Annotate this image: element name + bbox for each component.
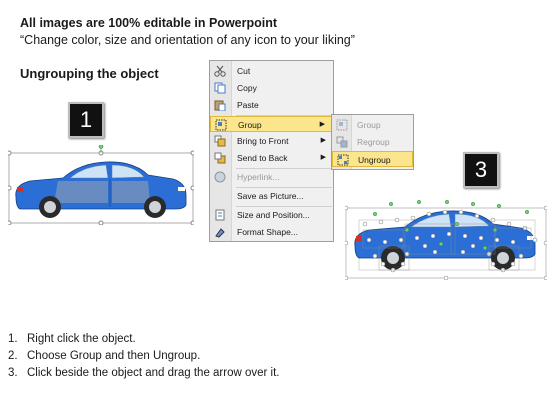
section-title: Ungrouping the object: [20, 66, 159, 81]
menu-item-label: Copy: [237, 83, 257, 93]
menu-item-label: Group: [238, 120, 262, 130]
submenu-item-regroup[interactable]: [332, 134, 413, 150]
instruction-list: [8, 331, 280, 382]
submenu-item-group[interactable]: [332, 117, 413, 133]
format-shape-icon: [214, 226, 226, 238]
regroup-icon: [336, 136, 348, 148]
instruction-item: [8, 365, 280, 382]
menu-item-label: Save as Picture...: [237, 191, 304, 201]
ungrouped-car-object[interactable]: [345, 200, 547, 280]
menu-item-hyperlink[interactable]: [210, 169, 333, 185]
menu-item-label: Regroup: [357, 137, 390, 147]
submenu-arrow-icon: ▶: [319, 121, 325, 128]
menu-item-save-as-picture[interactable]: [210, 188, 333, 204]
group-submenu: [331, 114, 414, 170]
instruction-item: [8, 331, 280, 348]
menu-item-format-shape[interactable]: [210, 224, 333, 240]
instruction-number: 3.: [8, 367, 18, 379]
menu-item-label: Size and Position...: [237, 210, 310, 220]
scissors-icon: [214, 65, 226, 77]
grouped-car-object[interactable]: [8, 145, 194, 225]
menu-item-label: Bring to Front: [237, 136, 289, 146]
menu-item-label: Group: [357, 120, 381, 130]
menu-item-size-and-position[interactable]: [210, 207, 333, 223]
instruction-text: Choose Group and then Ungroup.: [27, 350, 201, 362]
send-back-icon: [214, 152, 226, 164]
instruction-item: [8, 348, 280, 365]
menu-item-bring-to-front[interactable]: [210, 133, 333, 149]
header: [20, 16, 355, 47]
submenu-item-ungroup[interactable]: [332, 151, 413, 167]
car-illustration: [8, 145, 194, 225]
instruction-text: Click beside the object and drag the arrow over it.: [27, 367, 280, 379]
ungroup-icon: [337, 154, 349, 166]
submenu-arrow-icon: ▶: [320, 137, 326, 144]
step-number-1: 1: [68, 102, 104, 138]
ungrouped-car-illustration: [345, 200, 547, 280]
header-line-2: “Change color, size and orientation of any icon to your liking”: [20, 33, 355, 47]
menu-item-label: Cut: [237, 66, 251, 76]
menu-item-label: Format Shape...: [237, 227, 298, 237]
menu-item-copy[interactable]: [210, 80, 333, 96]
menu-item-label: Ungroup: [358, 155, 391, 165]
paste-icon: [214, 99, 226, 111]
menu-item-label: Paste: [237, 100, 259, 110]
menu-item-paste[interactable]: [210, 97, 333, 113]
step-number-3: 3: [463, 152, 499, 188]
submenu-arrow-icon: ▶: [320, 154, 326, 161]
menu-item-label: Hyperlink...: [237, 172, 280, 182]
instruction-number: 2.: [8, 350, 18, 362]
instruction-text: Right click the object.: [27, 333, 136, 345]
size-position-icon: [214, 209, 226, 221]
bring-front-icon: [214, 135, 226, 147]
copy-icon: [214, 82, 226, 94]
context-menu: [209, 60, 334, 242]
hyperlink-icon: [214, 171, 226, 183]
menu-item-cut[interactable]: [210, 63, 333, 79]
header-line-1: All images are 100% editable in Powerpoint: [20, 16, 278, 30]
menu-item-group[interactable]: [210, 116, 333, 132]
menu-item-label: Send to Back: [237, 153, 288, 163]
group-icon: [336, 119, 348, 131]
instruction-number: 1.: [8, 333, 18, 345]
menu-item-send-to-back[interactable]: [210, 150, 333, 166]
group-icon: [215, 119, 227, 131]
